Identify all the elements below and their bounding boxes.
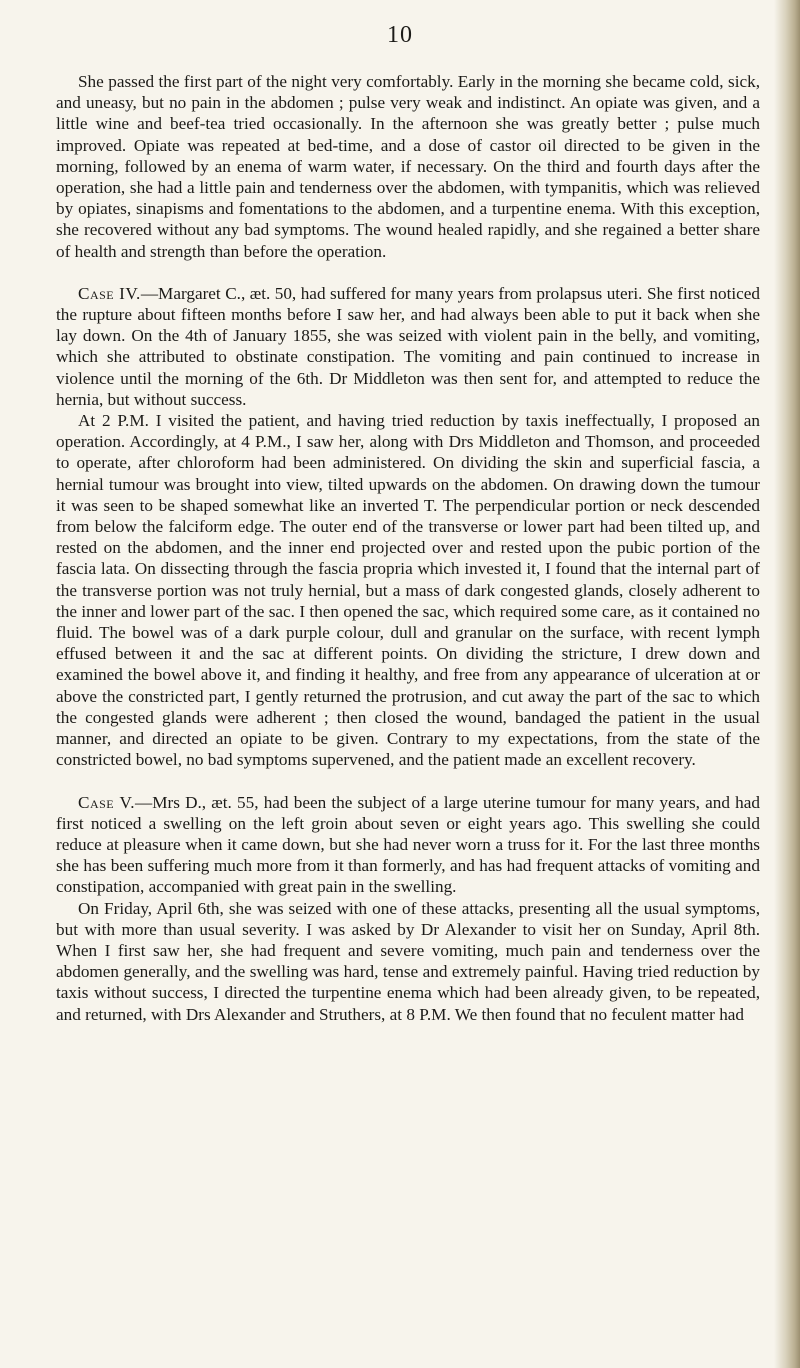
case-iv-heading: Case IV. [78, 283, 141, 303]
page-edge-shadow [774, 0, 800, 1368]
paragraph-recovery: She passed the first part of the night very comfortably. Early in the morning she became cold, sick, and uneasy, but no pain in the abdomen ; pulse very weak and indistinct. An opiate was given, and a little wine and beef-tea tried occasionally. In the afternoon she was greatly better ; pulse much improved. Opiate was repeated at bed-time, and a dose of castor oil directed to be given in the morning, followed by an enema of warm water, if necessary. On the third and fourth days after the operation, she had a little pain and tenderness over the abdomen, with tympanitis, which was relieved by opiates, sinapisms and fomentations to the abdomen, and a turpentine enema. With this exception, she recovered without any bad symptoms. The wound healed rapidly, and she regained a better share of health and strength than before the operation. [56, 72, 760, 261]
case-v-heading: Case V. [78, 792, 136, 812]
text-column [56, 71, 760, 1025]
paragraph-gap [56, 262, 760, 283]
case-iv-text: —Margaret C., æt. 50, had suffered for many years from prolapsus uteri. She first noticed the rupture about fifteen months before I saw her, and had always been able to put it back when she lay down. On the 4th of January 1855, she was seized with violent pain in the belly, and vomiting, which she attributed to obstinate constipation. The vomiting and pain continued to increase in violence until the morning of the 6th. Dr Middleton was then sent for, and attempted to reduce the hernia, but without success. [56, 283, 760, 409]
paragraph-case-iv [56, 283, 760, 410]
case-v-text: —Mrs D., æt. 55, had been the subject of a large uterine tumour for many years, and had first noticed a swelling on the left groin about seven or eight years ago. This swelling she could reduce at pleasure when it came down, but she had never worn a truss for it. For the last three months she has been suffering much more from it than formerly, and has had frequent attacks of vomiting and constipation, accompanied with great pain in the swelling. [56, 792, 760, 897]
paragraph-operation: At 2 P.M. I visited the patient, and having tried reduction by taxis ineffectually, I proposed an operation. Accordingly, at 4 P.M., I saw her, along with Drs Middleton and Thomson, and proceeded to operate, after chloroform had been administered. On dividing the skin and superficial fascia, a hernial tumour was brought into view, tilted upwards on the abdomen. On drawing down the tumour it was seen to be shaped somewhat like an inverted T. The perpendicular portion or neck descended from below the falciform edge. The outer end of the transverse or lower part had been tilted up, and rested on the abdomen, and the inner end projected over and rested upon the pubic portion of the fascia lata. On dissecting through the fascia propria which invested it, I found that the internal part of the transverse portion was not truly hernial, but a mass of dark congested glands, closely adherent to the inner and lower part of the sac. I then opened the sac, which required some care, as it contained no fluid. The bowel was of a dark purple colour, dull and granular on the surface, with recent lymph effused between it and the sac at different points. On dividing the stricture, I drew down and examined the bowel above it, and finding it healthy, and free from any appearance of ulceration at or above the constricted part, I gently returned the protrusion, and cut away the part of the sac to which the congested glands were adherent ; then closed the wound, bandaged the patient in the usual manner, and directed an opiate to be given. Contrary to my expectations, from the state of the constricted bowel, no bad symptoms supervened, and the patient made an excellent recovery. [56, 411, 760, 770]
page-number: 10 [387, 22, 413, 48]
paragraph-gap [56, 771, 760, 792]
paragraph-case-v [56, 792, 760, 898]
paragraph-april: On Friday, April 6th, she was seized with one of these attacks, presenting all the usual symptoms, but with more than usual severity. I was asked by Dr Alexander to visit her on Sunday, April 8th. When I first saw her, she had frequent and severe vomiting, much pain and tenderness over the abdomen generally, and the swelling was hard, tense and extremely painful. Having tried reduction by taxis without success, I directed the turpentine enema which had been already given, to be repeated, and returned, with Drs Alexander and Struthers, at 8 P.M. We then found that no feculent matter had [56, 898, 760, 1024]
